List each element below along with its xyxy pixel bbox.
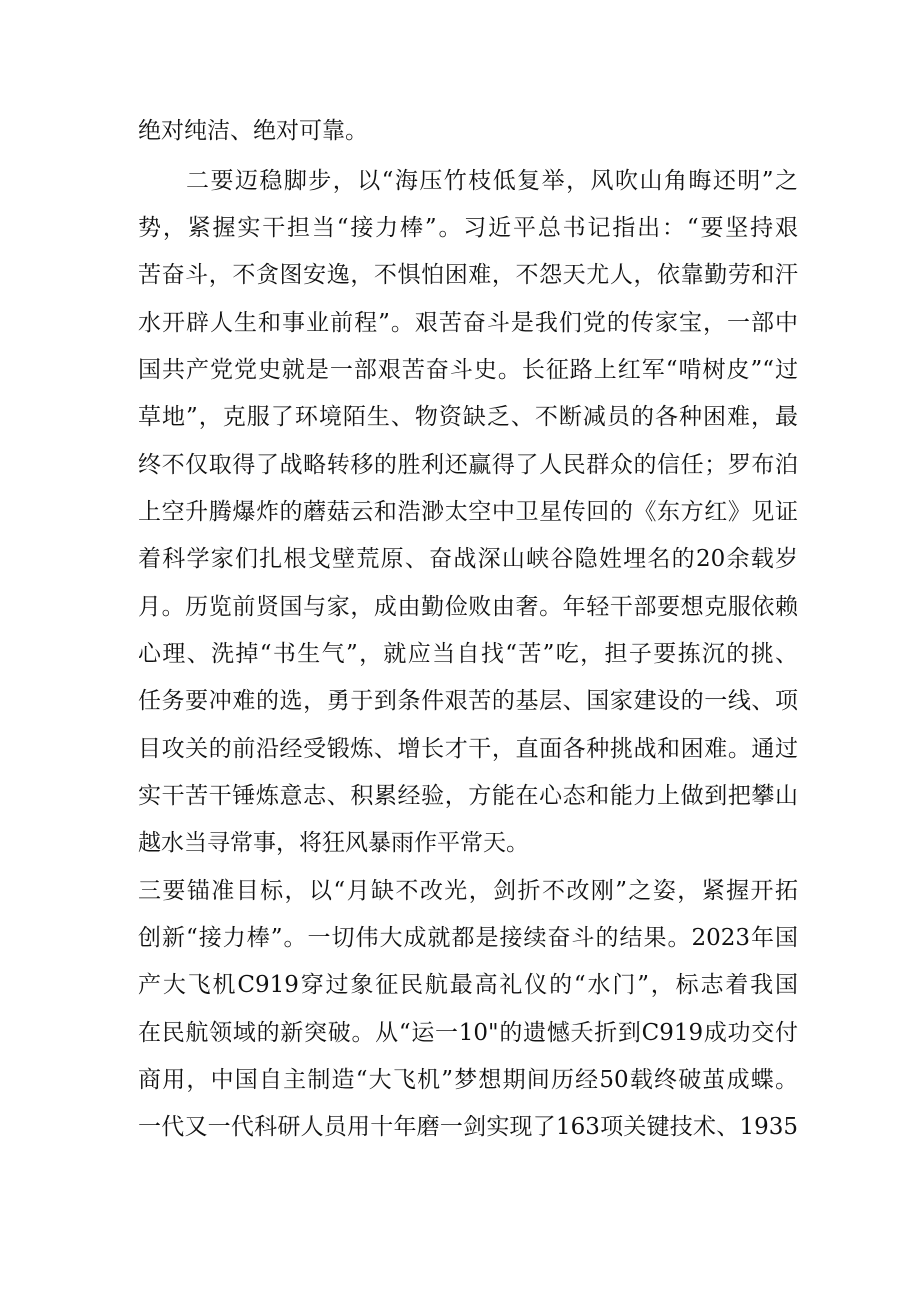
text-line-5: 水开辟人生和事业前程”。艰苦奋斗是我们党的传家宝，一部中 [138, 310, 798, 336]
text-line-11: 月。历览前贤国与家，成由勤俭败由奢。年轻干部要想克服依赖 [138, 594, 798, 620]
text-line-10: 着科学家们扎根戈壁荒原、奋战深山峡谷隐姓埋名的20余载岁 [138, 546, 798, 572]
text-line-22: 一代又一代科研人员用十年磨一剑实现了163项关键技术、1935 [138, 1114, 798, 1140]
text-line-13: 任务要冲难的选，勇于到条件艰苦的基层、国家建设的一线、项 [138, 688, 798, 714]
text-line-19: 产大飞机C919穿过象征民航最高礼仪的“水门”，标志着我国 [138, 972, 798, 998]
text-line-21: 商用，中国自主制造“大飞机”梦想期间历经50载终破茧成蝶。 [138, 1067, 798, 1093]
text-line-15: 实干苦干锤炼意志、积累经验，方能在心态和能力上做到把攀山 [138, 783, 798, 809]
text-line-8: 终不仅取得了战略转移的胜利还赢得了人民群众的信任；罗布泊 [138, 452, 798, 478]
text-line-2: 二要迈稳脚步，以“海压竹枝低复举，风吹山角晦还明”之 [186, 168, 798, 194]
text-line-9: 上空升腾爆炸的蘑菇云和浩渺太空中卫星传回的《东方红》见证 [138, 499, 798, 525]
text-line-7: 草地”，克服了环境陌生、物资缺乏、不断减员的各种困难，最 [138, 404, 798, 430]
text-line-3: 势，紧握实干担当“接力棒”。习近平总书记指出：“要坚持艰 [138, 215, 798, 241]
text-line-20: 在民航领域的新突破。从“运一10"的遗憾夭折到C919成功交付 [138, 1020, 798, 1046]
text-line-16: 越水当寻常事，将狂风暴雨作平常天。 [138, 830, 529, 856]
text-line-14: 目攻关的前沿经受锻炼、增长才干，直面各种挑战和困难。通过 [138, 736, 798, 762]
text-line-18: 创新“接力棒”。一切伟大成就都是接续奋斗的结果。2023年国 [138, 925, 798, 951]
text-line-1: 绝对纯洁、绝对可靠。 [138, 118, 368, 144]
text-line-17: 三要锚准目标，以“月缺不改光，剑折不改刚”之姿，紧握开拓 [138, 878, 798, 904]
text-line-12: 心理、洗掉“书生气”，就应当自找“苦”吃，担子要拣沉的挑、 [138, 641, 798, 667]
text-line-4: 苦奋斗，不贪图安逸，不惧怕困难，不怨天尤人，依靠勤劳和汗 [138, 262, 798, 288]
text-line-6: 国共产党党史就是一部艰苦奋斗史。长征路上红军“啃树皮”“过 [138, 357, 798, 383]
